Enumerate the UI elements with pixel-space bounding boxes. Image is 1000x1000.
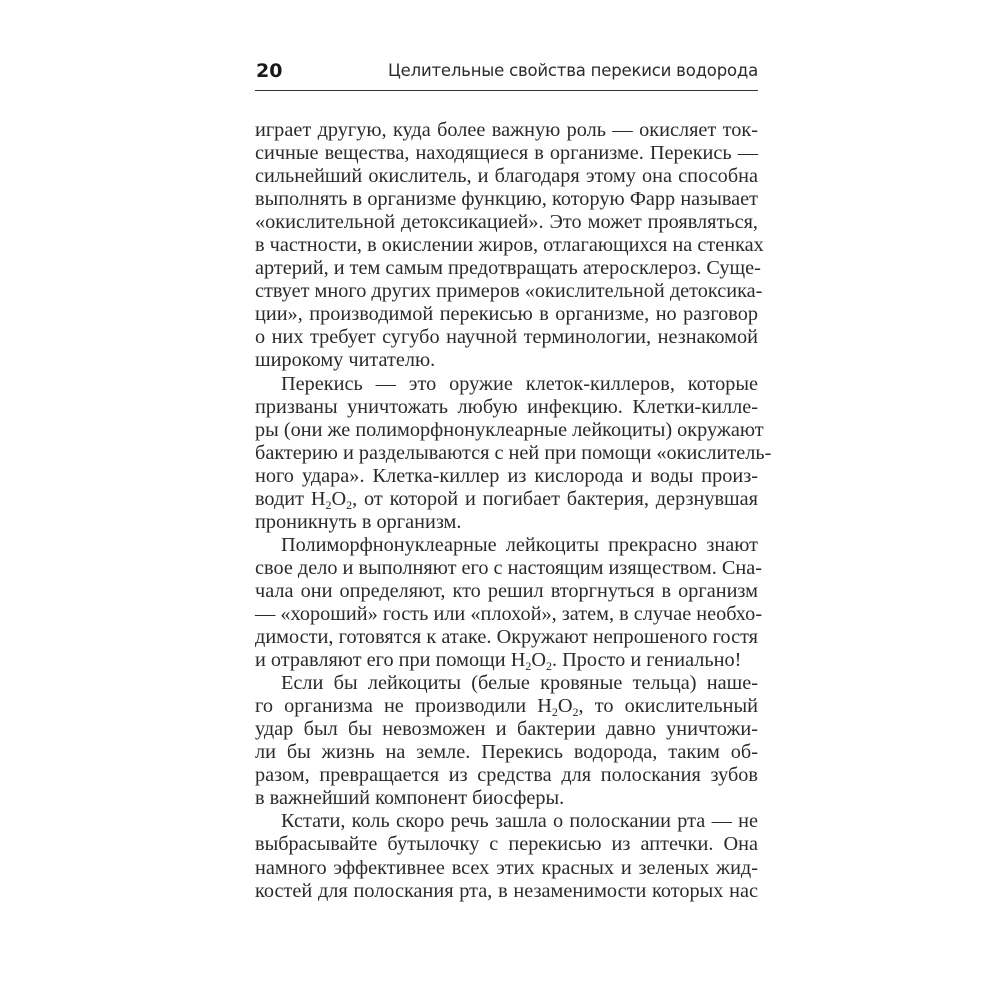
- text-segment: сильнейший окислитель, и благодаря этому она способна: [255, 165, 758, 188]
- text-line: [255, 741, 758, 764]
- text-line: [255, 373, 758, 396]
- text-line: [255, 511, 758, 534]
- text-segment: O: [531, 649, 546, 672]
- text-segment: намного эффективнее всех этих красных и зеленых жид-: [255, 856, 758, 879]
- text-segment: ры (они же полиморфнонуклеарные лейкоциты) окружают: [255, 418, 764, 441]
- text-segment: Перекись — это оружие клеток-киллеров, которые: [281, 372, 758, 395]
- text-line: [255, 441, 772, 465]
- text-line: [255, 672, 758, 695]
- text-segment: O: [331, 487, 347, 510]
- text-segment: в частности, в окислении жиров, отлагающихся на стенках: [255, 234, 764, 257]
- text-line: [255, 626, 758, 649]
- text-line: [255, 326, 758, 349]
- text-line: [255, 556, 763, 580]
- text-line: [255, 303, 758, 326]
- text-line: [255, 418, 764, 442]
- text-line: [255, 718, 758, 741]
- text-segment: бактерию и разделываются с ней при помощи «окислитель-: [255, 441, 772, 464]
- text-line: [255, 465, 758, 488]
- text-line: [255, 142, 758, 165]
- text-segment: O: [557, 695, 573, 718]
- text-segment: костей для полоскания рта, в незаменимости которых нас: [255, 879, 758, 902]
- paragraph: [255, 810, 758, 902]
- text-line: [255, 695, 758, 718]
- subscript: 2: [572, 705, 579, 720]
- text-line: [255, 257, 761, 280]
- text-line: [255, 396, 758, 419]
- subscript: 2: [525, 659, 532, 674]
- paragraph: [255, 372, 772, 534]
- text-segment: чала они определяют, кто решил вторгнуться в организм: [255, 579, 758, 602]
- text-line: [255, 833, 758, 856]
- subscript: 2: [546, 659, 552, 674]
- text-line: [255, 234, 764, 257]
- text-segment: , то окислительный: [578, 695, 759, 718]
- text-segment: в важнейший компонент биосферы.: [255, 787, 565, 810]
- page-number: 20: [256, 60, 283, 82]
- text-segment: Если бы лейкоциты (белые кровяные тельца) наше-: [281, 672, 758, 695]
- text-line: [255, 534, 758, 557]
- text-segment: и отравляют его при помощи H: [255, 649, 526, 672]
- text-segment: водит H: [255, 487, 326, 510]
- text-segment: разом, превращается из средства для полоскания зубов: [255, 764, 758, 787]
- text-segment: Кстати, коль скоро речь зашла о полоскании рта — не: [281, 810, 758, 833]
- text-segment: играет другую, куда более важную роль — окисляет ток-: [255, 119, 758, 141]
- text-segment: свое дело и выполняют его с настоящим изяществом. Сна-: [255, 556, 763, 579]
- text-segment: — «хороший» гость или «плохой», затем, в случае необхо-: [255, 602, 763, 625]
- text-segment: артерий, и тем самым предотвращать атеросклероз. Суще-: [255, 257, 761, 280]
- text-segment: проникнуть в организм.: [255, 510, 462, 533]
- text-segment: ного удара». Клетка-киллер из кислорода и воды произ-: [255, 464, 758, 487]
- text-segment: широкому читателю.: [255, 349, 436, 372]
- subscript: 2: [325, 497, 332, 512]
- text-line: [255, 211, 758, 234]
- text-segment: удар был бы невозможен и бактерии давно уничтожи-: [255, 718, 758, 741]
- text-segment: го организма не производили H: [255, 695, 552, 718]
- text-segment: ции», производимой перекисью в организме, но разговор: [255, 303, 758, 326]
- text-line: [255, 488, 758, 511]
- running-title: Целительные свойства перекиси водорода: [388, 61, 758, 80]
- text-line: [255, 165, 758, 188]
- text-segment: , от которой и погибает бактерия, дерзнувшая: [352, 487, 759, 510]
- text-segment: призваны уничтожать любую инфекцию. Клетки-килле-: [255, 395, 758, 418]
- text-line: [255, 188, 758, 211]
- text-line: [255, 649, 758, 672]
- text-line: [255, 349, 758, 372]
- text-segment: ли бы жизнь на земле. Перекись водорода, таким об-: [255, 741, 758, 764]
- text-segment: . Просто и гениально!: [552, 649, 742, 672]
- body-text: [255, 119, 772, 903]
- text-segment: «окислительной детоксикацией». Это может проявляться,: [255, 211, 758, 234]
- text-line: [255, 764, 758, 787]
- text-segment: Полиморфнонуклеарные лейкоциты прекрасно знают: [281, 533, 758, 556]
- text-segment: выбрасывайте бутылочку с перекисью из аптечки. Она: [255, 833, 758, 856]
- text-line: [255, 580, 758, 603]
- text-line: [255, 119, 758, 142]
- paragraph: [255, 119, 764, 373]
- text-segment: димости, готовятся к атаке. Окружают непрошеного гостя: [255, 626, 758, 649]
- text-segment: сичные вещества, находящиеся в организме. Перекись —: [255, 142, 758, 165]
- subscript: 2: [346, 497, 353, 512]
- text-line: [255, 602, 763, 626]
- text-segment: о них требует сугубо научной терминологии, незнакомой: [255, 326, 758, 349]
- text-line: [255, 880, 758, 903]
- paragraph: [255, 533, 763, 674]
- paragraph: [255, 672, 758, 810]
- text-segment: ствует много других примеров «окислительной детоксика-: [255, 280, 763, 303]
- text-segment: выполнять в организме функцию, которую Фарр называет: [255, 188, 758, 211]
- running-header: [255, 58, 758, 91]
- text-line: [255, 787, 758, 810]
- text-line: [255, 810, 758, 833]
- text-line: [255, 857, 758, 880]
- subscript: 2: [551, 705, 558, 720]
- text-line: [255, 280, 763, 303]
